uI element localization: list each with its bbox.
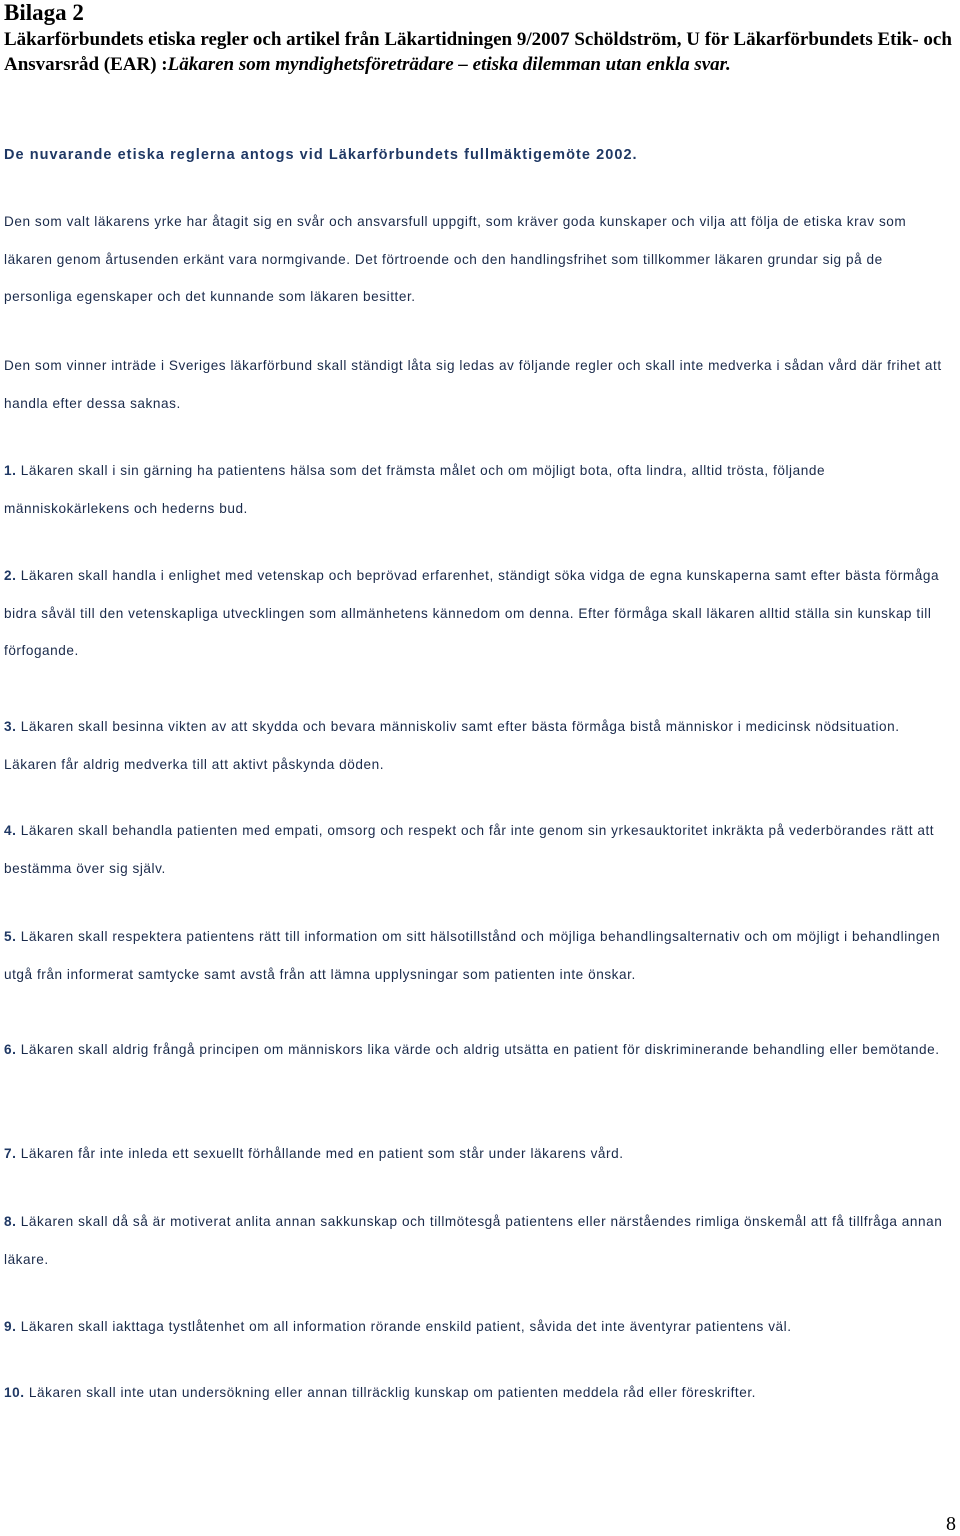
rule-text: Läkaren får inte inleda ett sexuellt förhållande med en patient som står under läkarens vård.	[20, 1146, 624, 1161]
rule-number: 7.	[4, 1146, 17, 1161]
rule-text: Läkaren skall då så är motiverat anlita annan sakkunskap och tillmötesgå patientens eller närståendes rimliga önskemål att få tillfråga annan läkare.	[4, 1214, 943, 1267]
appendix-label: Bilaga 2	[4, 0, 84, 25]
rule-text: Läkaren skall inte utan undersökning eller annan tillräcklig kunskap om patienten meddela råd eller föreskrifter.	[28, 1385, 756, 1400]
rule-number: 2.	[4, 568, 17, 583]
document-header	[4, 0, 954, 77]
rule-number: 6.	[4, 1042, 17, 1057]
rule-text: Läkaren skall besinna vikten av att skydda och bevara människoliv samt efter bästa förmåga bistå människor i medicinsk nödsituation. Läkaren får aldrig medverka till att aktivt påskynda döden.	[4, 719, 900, 772]
rule-6	[4, 1031, 949, 1069]
rule-text: Läkaren skall handla i enlighet med vetenskap och beprövad erfarenhet, ständigt söka vidga de egna kunskaperna samt efter bästa förmåga bidra såväl till den vetenskapliga utvecklingen som allmänhetens kännedom om denna. Efter förmåga skall läkaren alltid ställa sin kunskap till förfogande.	[4, 568, 940, 658]
rule-number: 10.	[4, 1385, 25, 1400]
rule-8	[4, 1203, 949, 1278]
rule-number: 3.	[4, 719, 17, 734]
rule-9	[4, 1308, 949, 1346]
rule-5	[4, 918, 949, 993]
intro-paragraph-2: Den som vinner inträde i Sveriges läkarförbund skall ständigt låta sig ledas av följande regler och skall inte medverka i sådan vård där frihet att handla efter dessa saknas.	[4, 358, 942, 411]
rule-text: Läkaren skall iakttaga tystlåtenhet om all information rörande enskild patient, såvida det inte äventyrar patientens väl.	[20, 1319, 792, 1334]
document-title	[4, 27, 954, 77]
rule-text: Läkaren skall respektera patientens rätt till information om sitt hälsotillstånd och möjliga behandlingsalternativ och om möjligt i behandlingen utgå från informerat samtycke samt avstå från att lämna upplysningar som patienten inte önskar.	[4, 929, 941, 982]
rule-text: Läkaren skall aldrig frångå principen om människors lika värde och aldrig utsätta en patient för diskriminerande behandling eller bemötande.	[20, 1042, 940, 1057]
page-number: 8	[946, 1513, 956, 1535]
rule-number: 8.	[4, 1214, 17, 1229]
rule-1	[4, 452, 949, 527]
intro-paragraph-1: Den som valt läkarens yrke har åtagit sig en svår och ansvarsfull uppgift, som kräver goda kunskaper och vilja att följa de etiska krav som läkaren genom årtusenden erkänt vara normgivande. Det förtroende och den handlingsfrihet som tillkommer läkaren grundar sig på de personliga egenskaper och det kunnande som läkaren besitter.	[4, 214, 907, 304]
rule-text: Läkaren skall i sin gärning ha patientens hälsa som det främsta målet och om möjligt bota, ofta lindra, alltid trösta, följande människokärlekens och hederns bud.	[4, 463, 826, 516]
rule-text: Läkaren skall behandla patienten med empati, omsorg och respekt och får inte genom sin yrkesauktoritet inkräkta på vederbörandes rätt att bestämma över sig själv.	[4, 823, 935, 876]
rule-number: 1.	[4, 463, 17, 478]
rule-number: 5.	[4, 929, 17, 944]
rule-3	[4, 708, 949, 783]
rule-10	[4, 1374, 949, 1412]
rule-number: 4.	[4, 823, 17, 838]
rule-7	[4, 1135, 949, 1173]
rule-2	[4, 557, 949, 670]
title-italic: Läkaren som myndighetsföreträdare – etiska dilemman utan enkla svar.	[167, 54, 731, 75]
rule-4	[4, 812, 949, 887]
title-plain: Läkarförbundets etiska regler och artikel från Läkartidningen 9/2007 Schöldström, U för Läkarförbundets Etik- och Ansvarsråd (EAR) :	[4, 29, 952, 75]
adoption-note: De nuvarande etiska reglerna antogs vid Läkarförbundets fullmäktigemöte 2002.	[4, 147, 638, 163]
rule-number: 9.	[4, 1319, 17, 1334]
